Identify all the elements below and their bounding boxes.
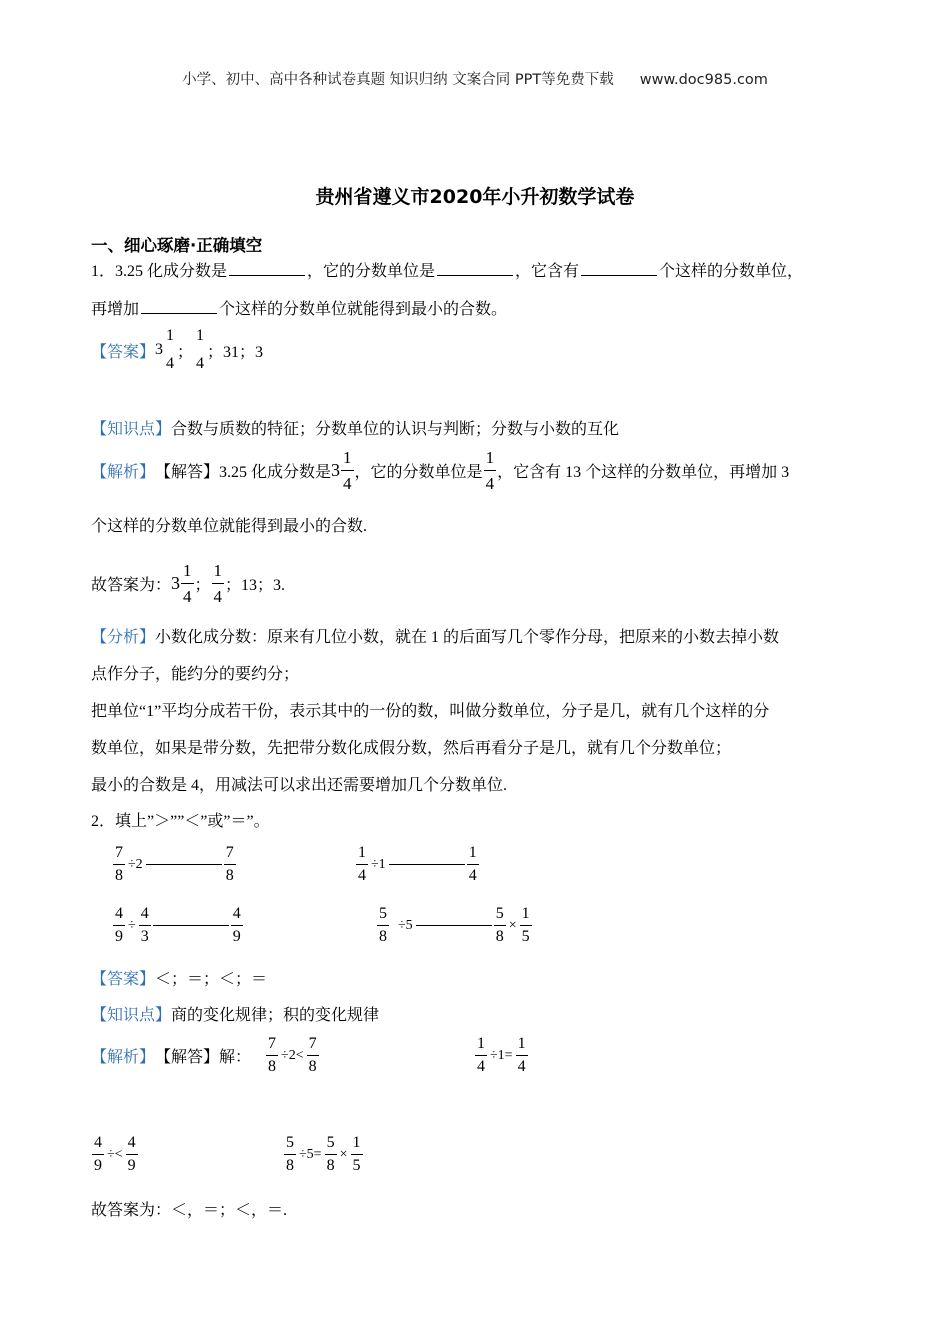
header-site-link[interactable]: www.doc985.com [639, 72, 768, 88]
answer-tag: 【答案】 [91, 343, 156, 361]
knowledge-tag: 【知识点】 [91, 421, 172, 438]
q1-stem-line1: 1．3.25 化成分数是 ，它的分数单位是 ，它含有 个这样的分数单位， [91, 263, 804, 280]
fraction: $\frac{4}{9}$ [115, 905, 123, 945]
q2-blank [146, 864, 222, 865]
q1-solution-line1: 【解析】 【解答】 3.25 化成分数是 3 $\frac{1}{4}$ ，它的分数单位是 $\frac{1}{4}$ ，它含有 13 个这样的分数单位，再增加 3 [91, 448, 790, 493]
q2-blank [389, 864, 465, 865]
q1-analysis-3: 把单位“1”平均分成若干份，表示其中的一份的数，叫做分数单位，分子是几，就有几个这样的分 [91, 703, 770, 720]
q1-blank-1 [229, 261, 305, 276]
fraction: $\frac{1}{5}$ [352, 1134, 361, 1174]
fraction: $\frac{1}{4}$ [358, 844, 366, 884]
q1-analysis-5: 最小的合数是 4，用减法可以求出还需要增加几个分数单位. [91, 777, 508, 794]
fraction: $\frac{4}{3}$ [140, 905, 149, 945]
q2-expr-4: $\frac{5}{8}$ ÷5 $\frac{5}{8}$ × $\frac{1}{5}$ [379, 905, 530, 945]
q2-solution-line1: 【解析】 【解答】 解： $\frac{7}{8}$ ÷2< $\frac{7}{8}$ [91, 1035, 317, 1075]
fraction: 1 4 [196, 327, 205, 372]
analysis-tag: 【解析】 [91, 464, 156, 481]
fraction: 1 4 [166, 327, 175, 372]
q2-expr-1: $\frac{7}{8}$ ÷2 $\frac{7}{8}$ [115, 844, 234, 884]
fraction: $\frac{4}{9}$ [94, 1134, 102, 1174]
page-title: 贵州省遵义市2020年小升初数学试卷 [315, 186, 635, 208]
fraction: $\frac{1}{4}$ [477, 1035, 485, 1075]
page-header [0, 68, 950, 89]
fraction: $\frac{7}{8}$ [115, 844, 123, 884]
q1-analysis-4: 数单位，如果是带分数，先把带分数化成假分数，然后再看分子是几，就有几个分数单位； [91, 740, 732, 757]
fraction: $\frac{5}{8}$ [495, 905, 504, 945]
q2-final-answer: 故答案为：＜，＝；＜，＝. [91, 1202, 288, 1219]
q2-solution-expr-3: $\frac{4}{9}$ ÷< $\frac{4}{9}$ [94, 1134, 136, 1174]
fraction: $\frac{5}{8}$ [326, 1134, 335, 1174]
q2-blank [153, 925, 229, 926]
q2-expr-3: $\frac{4}{9}$ ÷ $\frac{4}{3}$ $\frac{4}{9}$ [115, 905, 241, 945]
fraction: $\frac{4}{9}$ [127, 1134, 136, 1174]
fraction: $\frac{1}{4}$ [343, 448, 352, 493]
q1-answer: 【答案】 3 1 4 ； 1 4 ；31；3 [91, 327, 264, 372]
q1-solution-line2: 个这样的分数单位就能得到最小的合数. [91, 518, 368, 535]
q1-stem-line2: 再增加 个这样的分数单位就能得到最小的合数。 [91, 301, 508, 318]
fraction: $\frac{1}{4}$ [517, 1035, 526, 1075]
q2-expr-2: $\frac{1}{4}$ ÷1 $\frac{1}{4}$ [358, 844, 477, 884]
q2-solution-expr-4: $\frac{5}{8}$ ÷5= $\frac{5}{8}$ × $\frac{1}{5}$ [286, 1134, 361, 1174]
q1-blank-3 [581, 261, 657, 276]
q2-stem: 2．填上”＞””＜”或”＝”。 [91, 813, 270, 830]
fraction: $\frac{1}{4}$ [485, 448, 495, 493]
q2-blank [416, 925, 492, 926]
q1-analysis-1: 【分析】小数化成分数：原来有几位小数，就在 1 的后面写几个零作分母，把原来的小数去掉小数 [91, 629, 780, 646]
fraction: $\frac{5}{8}$ [286, 1134, 294, 1174]
q1-final-answer: 故答案为： 3 $\frac{1}{4}$ ； $\frac{1}{4}$ ；13；3. [91, 561, 286, 606]
header-text: 小学、初中、高中各种试卷真题 知识归纳 文案合同 PPT等免费下载 [182, 72, 614, 88]
fraction: $\frac{1}{4}$ [183, 561, 192, 606]
q1-analysis-2: 点作分子，能约分的要约分； [91, 666, 300, 683]
fraction: $\frac{1}{4}$ [468, 844, 477, 884]
fraction: $\frac{1}{4}$ [213, 561, 223, 606]
q2-answer: 【答案】＜；＝；＜；＝ [91, 971, 268, 988]
q1-knowledge: 【知识点】合数与质数的特征；分数单位的认识与判断；分数与小数的互化 [91, 421, 620, 438]
fraction: $\frac{7}{8}$ [225, 844, 234, 884]
section-heading: 一、细心琢磨·正确填空 [91, 236, 263, 255]
q1-blank-4 [141, 299, 217, 314]
q2-knowledge: 【知识点】商的变化规律；积的变化规律 [91, 1007, 380, 1024]
fraction: $\frac{7}{8}$ [268, 1035, 277, 1075]
fraction: $\frac{1}{5}$ [521, 905, 530, 945]
fraction: $\frac{4}{9}$ [232, 905, 241, 945]
q2-solution-expr-2: $\frac{1}{4}$ ÷1= $\frac{1}{4}$ [477, 1035, 526, 1075]
fraction: $\frac{7}{8}$ [308, 1035, 317, 1075]
fraction: $\frac{5}{8}$ [379, 905, 387, 945]
q1-blank-2 [437, 261, 513, 276]
